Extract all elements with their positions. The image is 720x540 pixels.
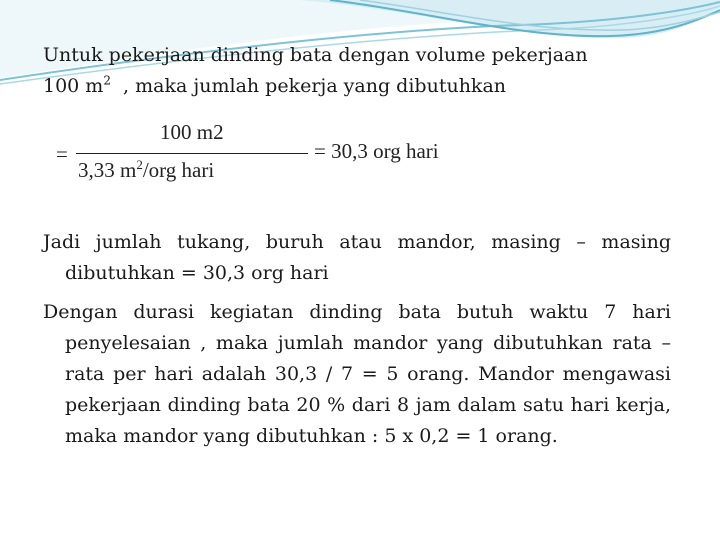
formula-denominator-post: /org hari bbox=[142, 158, 215, 182]
formula-equals-sign: = bbox=[56, 142, 68, 166]
formula-numerator: 100 m2 bbox=[160, 120, 224, 144]
intro-volume: 100 m bbox=[43, 75, 104, 97]
intro-volume-exponent: 2 bbox=[103, 73, 111, 88]
formula-fraction-bar bbox=[76, 153, 308, 154]
paragraph-workers: Jadi jumlah tukang, buruh atau mandor, masing – masing dibutuhkan = 30,3 org hari bbox=[43, 231, 671, 284]
intro-text bbox=[43, 40, 671, 102]
intro-line-2 bbox=[43, 71, 671, 102]
formula-block bbox=[50, 120, 439, 190]
formula-denominator-pre: 3,33 m bbox=[78, 158, 137, 182]
formula-denominator bbox=[78, 158, 214, 183]
formula-result: = 30,3 org hari bbox=[314, 139, 439, 163]
paragraph-foreman: Dengan durasi kegiatan dinding bata butuh waktu 7 hari penyelesaian , maka jumlah mandor yang dibutuhkan rata – rata per hari adalah 30,3 / 7 = 5 orang. Mandor mengawasi pekerjaan dinding bata 20 % dari 8 jam dalam satu hari kerja, maka mandor yang dibutuhkan : 5 x 0,2 = 1 orang. bbox=[43, 301, 671, 447]
formula-denominator-exponent: 2 bbox=[136, 157, 143, 172]
intro-line-1: Untuk pekerjaan dinding bata dengan volume pekerjaan bbox=[43, 44, 588, 66]
intro-line-2-rest: , maka jumlah pekerja yang dibutuhkan bbox=[110, 75, 507, 97]
